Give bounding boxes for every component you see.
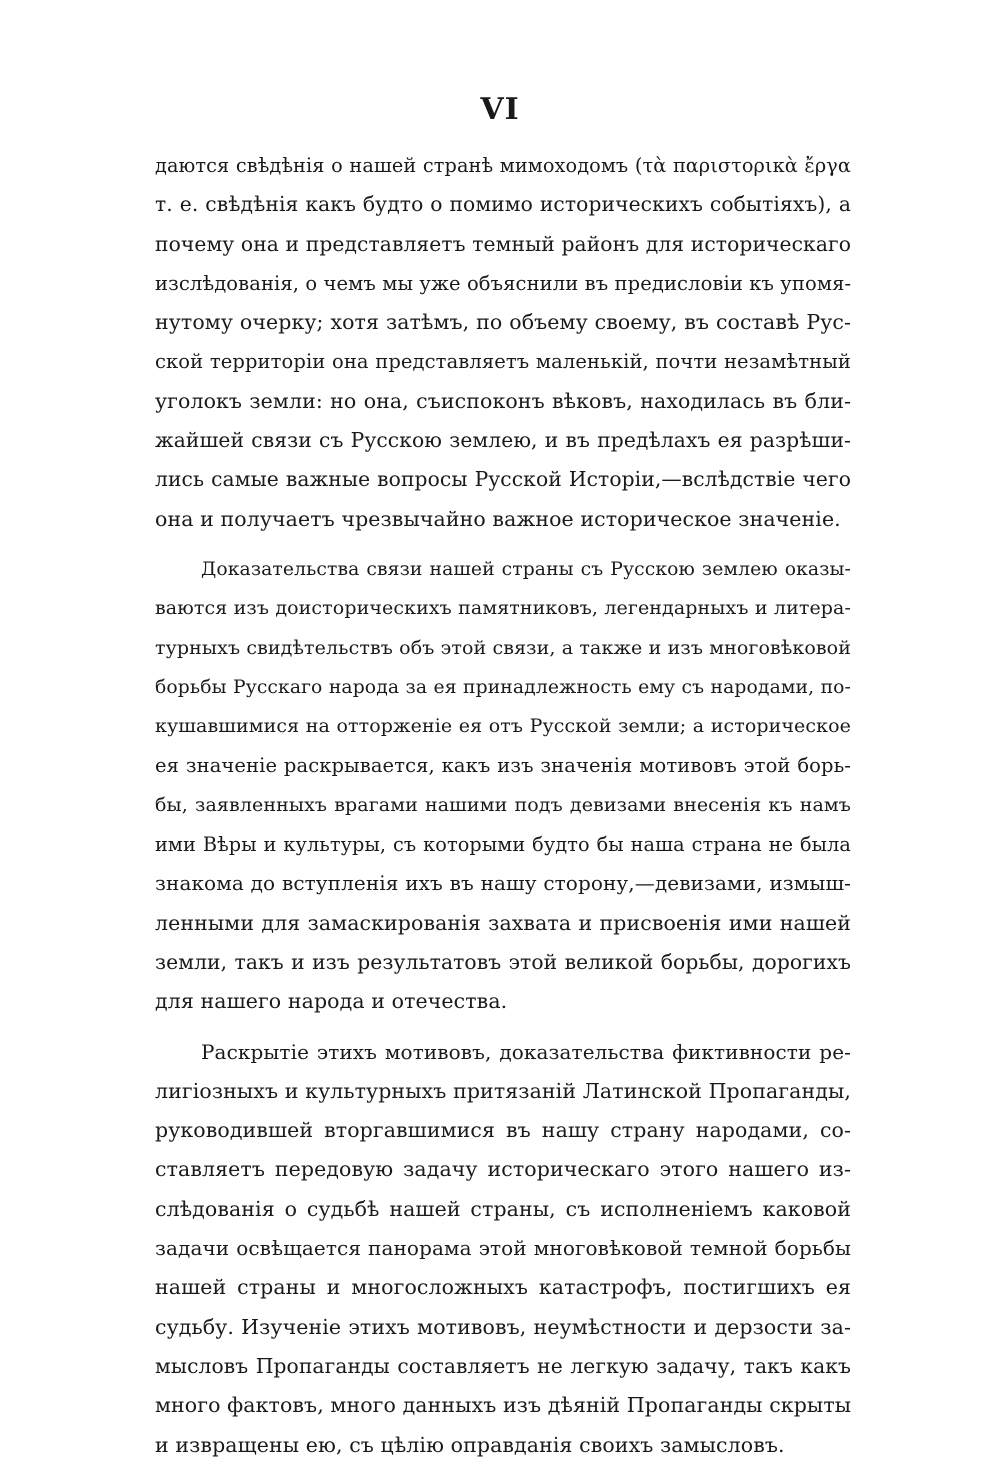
text-line: для нашего народа и отечества. — [155, 989, 508, 1014]
text-line: слѣдованія о судьбѣ нашей страны, съ исполненіемъ каковой — [155, 1196, 851, 1221]
text-line: ея значеніе раскрывается, какъ изъ значенія мотивовъ этой борь- — [155, 754, 851, 778]
page-number: VI — [480, 92, 520, 127]
body-text — [155, 146, 851, 1465]
text-line: Доказательства связи нашей страны съ Русскою землею оказы- — [201, 558, 851, 580]
text-line: нутому очерку; хотя затѣмъ, по объему своему, въ составѣ Рус- — [155, 310, 851, 335]
text-line: руководившей вторгавшимися въ нашу страну народами, со- — [155, 1118, 851, 1143]
text-line: Раскрытіе этихъ мотивовъ, доказательства фиктивности ре- — [201, 1039, 851, 1064]
text-line: она и получаетъ чрезвычайно важное историческое значеніе. — [155, 506, 841, 531]
paragraph-2 — [155, 550, 851, 1022]
text-line: лигіозныхъ и культурныхъ притязаній Латинской Пропаганды, — [155, 1078, 851, 1103]
text-line: ставляетъ передовую задачу историческаго этого нашего из- — [155, 1157, 851, 1182]
text-line: ими Вѣры и культуры, съ которыми будто бы наша страна не была — [155, 833, 851, 857]
text-line: нашей страны и многосложныхъ катастрофъ, постигшихъ ея — [155, 1275, 851, 1300]
paragraph-1 — [155, 146, 851, 539]
text-line: ской территоріи она представляетъ маленькій, почти незамѣтный — [155, 350, 851, 374]
text-line: борьбы Русскаго народа за ея принадлежность ему съ народами, по- — [155, 676, 851, 698]
text-line: мысловъ Пропаганды составляетъ не легкую задачу, такъ какъ — [155, 1353, 851, 1378]
text-line: земли, такъ и изъ результатовъ этой великой борьбы, дорогихъ — [155, 949, 851, 974]
text-line: турныхъ свидѣтельствъ объ этой связи, а также и изъ многовѣковой — [155, 636, 851, 659]
text-line: почему она и представляетъ темный районъ для историческаго — [155, 231, 851, 256]
text-line: жайшей связи съ Русскою землею, и въ предѣлахъ ея разрѣши- — [155, 428, 851, 453]
paragraph-3 — [155, 1033, 851, 1465]
text-line: знакома до вступленія ихъ въ нашу сторону,—девизами, измыш- — [155, 871, 851, 896]
text-line: кушавшимися на отторженіе ея отъ Русской земли; а историческое — [155, 715, 851, 738]
text-line: много фактовъ, много данныхъ изъ дѣяній Пропаганды скрыты — [155, 1393, 852, 1418]
text-line: т. е. свѣдѣнія какъ будто о помимо историческихъ событіяхъ), а — [155, 192, 851, 217]
text-line: бы, заявленныхъ врагами нашими подъ девизами внесенія къ намъ — [155, 793, 851, 816]
text-line: задачи освѣщается панорама этой многовѣковой темной борьбы — [155, 1236, 851, 1261]
text-line: ленными для замаскированія захвата и присвоенія ими нашей — [155, 910, 851, 935]
text-line: даются свѣдѣнія о нашей странѣ мимоходомъ (τὰ παριστορικὰ ἔργα — [155, 154, 851, 177]
text-line: и извращены ею, съ цѣлію оправданія своихъ замысловъ. — [155, 1432, 785, 1457]
text-line: лись самые важные вопросы Русской Исторіи,—вслѣдствіе чего — [155, 467, 851, 492]
text-line: изслѣдованія, о чемъ мы уже объяснили въ предисловіи къ упомя- — [155, 271, 852, 295]
text-line: судьбу. Изученіе этихъ мотивовъ, неумѣстности и дерзости за- — [155, 1314, 851, 1339]
text-line: ваются изъ доисторическихъ памятниковъ, легендарныхъ и литера- — [155, 597, 851, 620]
text-line: уголокъ земли: но она, съиспоконъ вѣковъ, находилась въ бли- — [155, 388, 851, 413]
